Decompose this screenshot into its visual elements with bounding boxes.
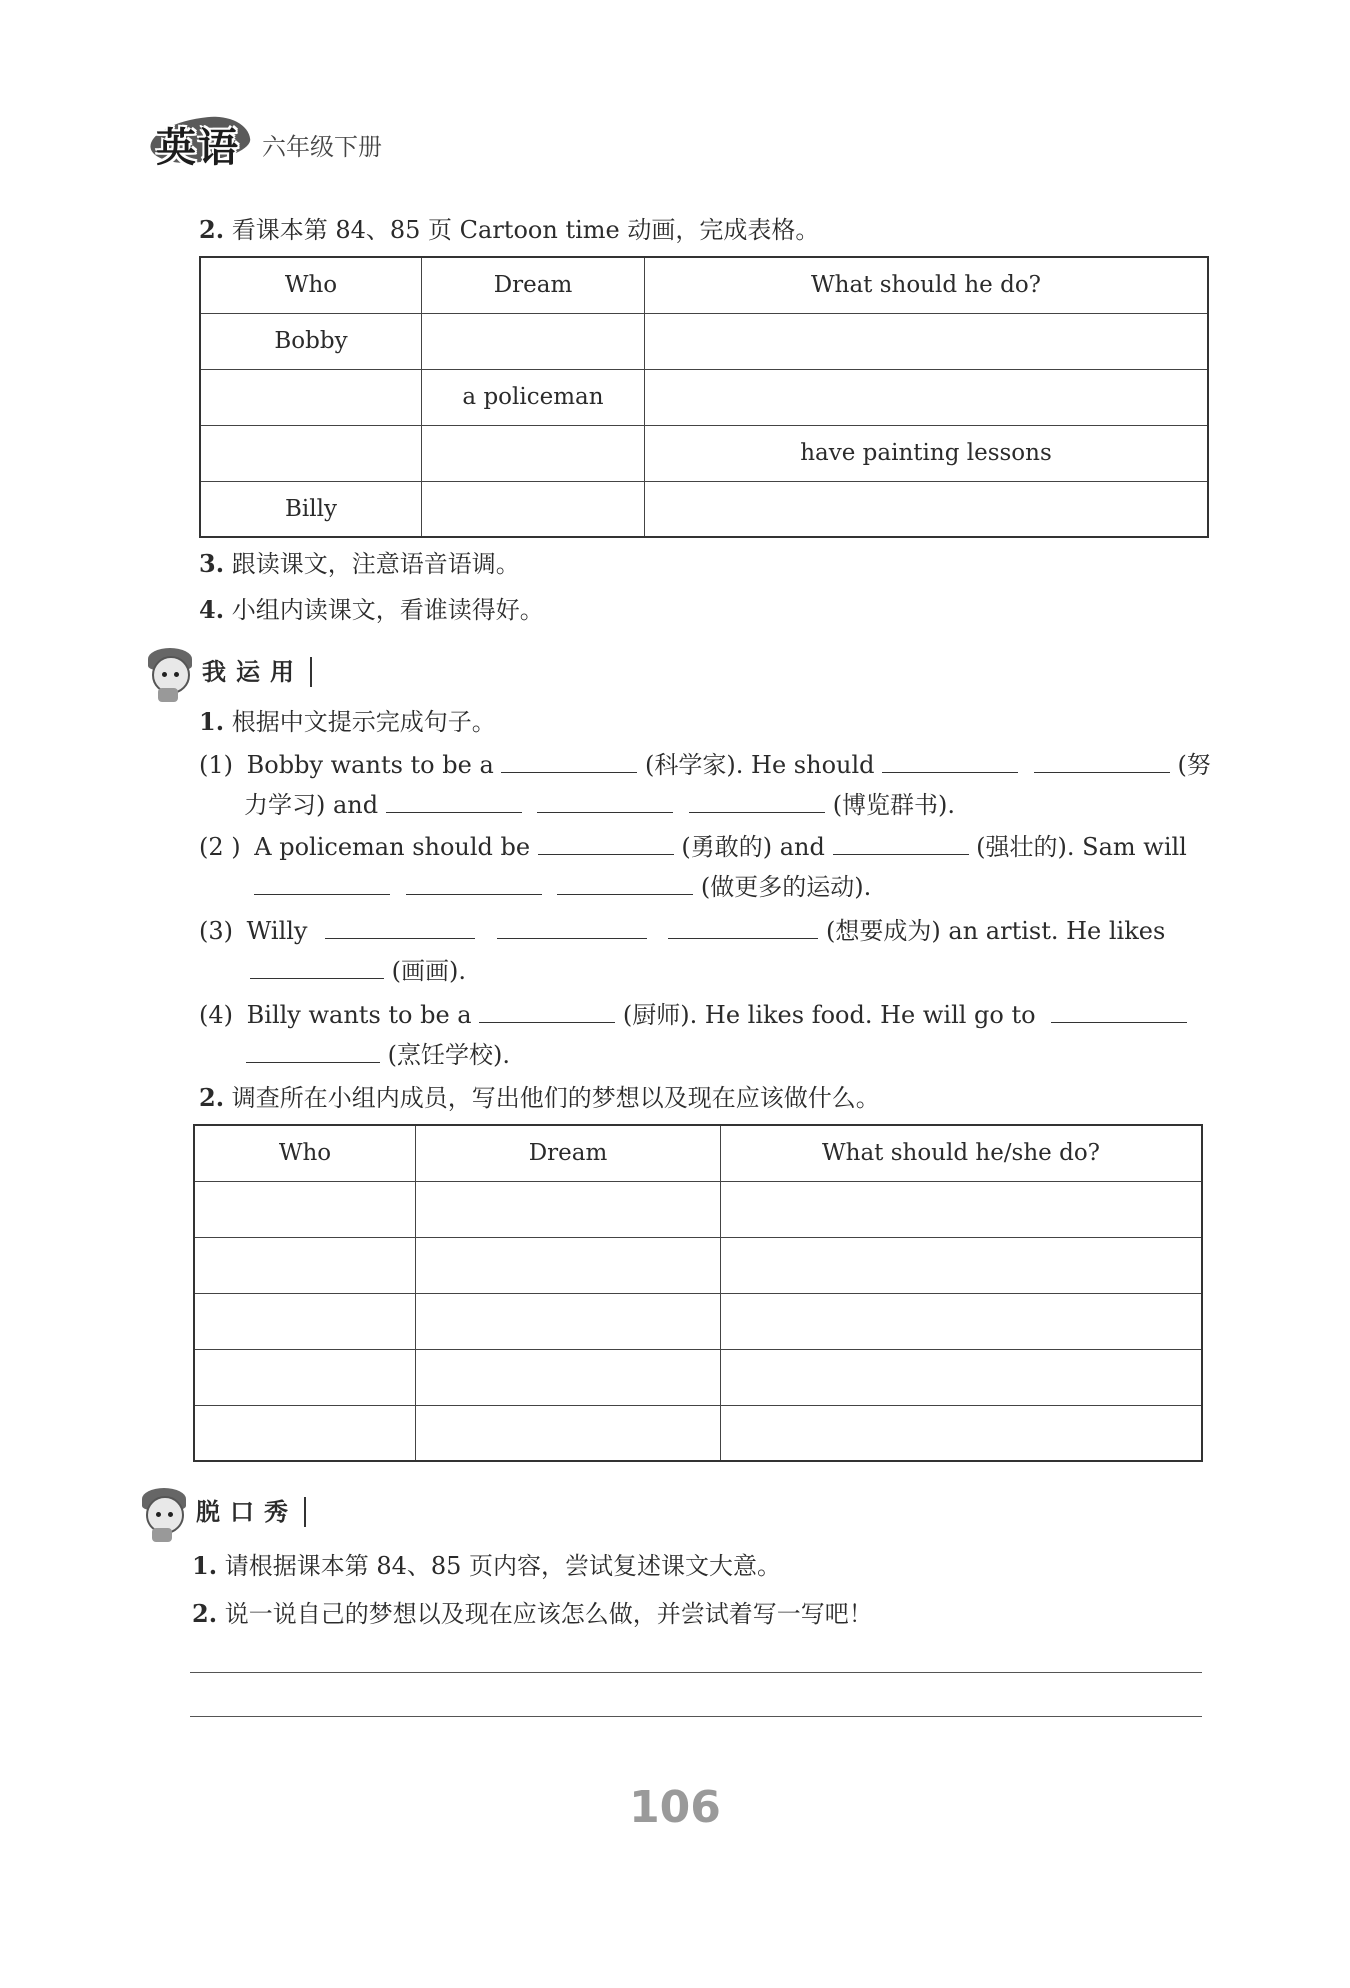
table-cell[interactable] [200,369,422,425]
table-cell[interactable] [721,1237,1203,1293]
table-header-row [200,257,1208,313]
section-header-use [146,642,312,702]
table-cell[interactable] [200,425,422,481]
table-cell[interactable] [194,1349,416,1405]
table-cell[interactable] [416,1237,721,1293]
instruction-item-2 [199,214,819,246]
instruction-text: 调查所在小组内成员，写出他们的梦想以及现在应该做什么。 [231,1084,880,1112]
question-3-line-2 [250,954,466,987]
header-dream: Dream [416,1125,721,1181]
item-number: 1. [199,707,225,736]
question-3-line-1 [199,914,1165,947]
instruction-text: 请根据课本第 84、85 页内容，尝试复述课文大意。 [224,1552,782,1580]
table-cell[interactable]: a policeman [422,369,645,425]
question-text: (烹饪学校). [387,1041,510,1069]
table-cell[interactable] [194,1293,416,1349]
item-number: 1. [192,1551,218,1580]
question-text: (科学家). He should [645,751,875,779]
table-cell[interactable] [416,1405,721,1461]
question-text: (强壮的). Sam will [976,833,1187,861]
answer-blank[interactable] [833,830,969,855]
question-2-line-1 [199,830,1187,863]
question-text: (厨师). He likes food. He will go to [622,1001,1036,1029]
table-cell[interactable] [194,1237,416,1293]
header-who: Who [194,1125,416,1181]
answer-blank[interactable] [537,788,673,813]
section-title: 脱口秀 [192,1497,306,1527]
question-4-line-2 [246,1038,510,1071]
table-row [200,425,1208,481]
answer-blank[interactable] [246,1038,380,1063]
mascot-icon [146,642,198,702]
table-cell[interactable] [416,1349,721,1405]
cartoon-time-table [199,256,1209,538]
question-1-line-1 [199,748,1211,781]
instruction-text: 看课本第 84、85 页 Cartoon time 动画，完成表格。 [231,216,820,244]
answer-blank[interactable] [479,998,615,1023]
question-text: (努 [1177,751,1211,779]
answer-blank[interactable] [689,788,825,813]
answer-blank[interactable] [386,788,522,813]
mascot-icon [140,1482,192,1542]
header-who: Who [200,257,422,313]
answer-blank[interactable] [557,870,693,895]
table-cell[interactable] [194,1181,416,1237]
table-cell[interactable] [422,425,645,481]
table-row [194,1349,1202,1405]
subject-badge [150,112,252,170]
table-cell[interactable] [194,1405,416,1461]
table-header-row [194,1125,1202,1181]
question-text: A policeman should be [254,833,531,861]
table-row [200,313,1208,369]
table-cell[interactable] [416,1293,721,1349]
table-row [194,1405,1202,1461]
survey-table [193,1124,1203,1462]
table-cell[interactable]: Billy [200,481,422,537]
answer-blank[interactable] [1034,748,1170,773]
section-header-show [140,1482,306,1542]
instruction-use-1 [199,706,496,738]
answer-blank[interactable] [325,914,475,939]
table-cell[interactable] [416,1181,721,1237]
question-text: Billy wants to be a [246,1001,472,1029]
writing-line[interactable] [190,1716,1202,1717]
question-text: (博览群书). [832,791,956,819]
instruction-show-1 [192,1550,781,1582]
question-label: (1) [199,751,233,779]
instruction-show-2 [192,1598,873,1630]
table-row [200,481,1208,537]
header-what-should: What should he do? [645,257,1209,313]
answer-blank[interactable] [501,748,637,773]
table-cell[interactable]: Bobby [200,313,422,369]
instruction-item-4 [199,594,544,626]
table-row [194,1181,1202,1237]
table-cell[interactable] [721,1405,1203,1461]
answer-blank[interactable] [250,954,384,979]
answer-blank[interactable] [497,914,647,939]
answer-blank[interactable] [406,870,542,895]
instruction-text: 根据中文提示完成句子。 [231,708,496,736]
question-text: (想要成为) an artist. He likes [826,917,1166,945]
question-1-line-2 [244,788,955,821]
grade-label: 六年级下册 [262,133,382,161]
instruction-text: 说一说自己的梦想以及现在应该怎么做，并尝试着写一写吧！ [224,1600,873,1628]
question-text: Willy [246,917,308,945]
subject-title: 英语 [156,125,240,171]
question-text: (画画). [391,957,466,985]
table-cell[interactable]: have painting lessons [645,425,1209,481]
item-number: 2. [199,215,225,244]
page-header [150,112,382,170]
question-text: 力学习) and [244,791,379,819]
question-label: (3) [199,917,233,945]
item-number: 4. [199,595,225,624]
page-number: 106 [629,1782,721,1833]
section-title: 我运用 [198,657,312,687]
answer-blank[interactable] [882,748,1018,773]
question-text: (做更多的运动). [700,873,872,901]
table-cell[interactable] [645,369,1209,425]
answer-blank[interactable] [668,914,818,939]
question-label: (2 ) [199,833,241,861]
header-what-should: What should he/she do? [721,1125,1203,1181]
question-4-line-1 [199,998,1187,1031]
table-row [194,1293,1202,1349]
writing-line[interactable] [190,1672,1202,1673]
table-cell[interactable] [721,1293,1203,1349]
table-row [194,1237,1202,1293]
instruction-text: 跟读课文，注意语音语调。 [231,550,520,578]
answer-blank[interactable] [1051,998,1187,1023]
table-cell[interactable] [645,481,1209,537]
table-cell[interactable] [721,1349,1203,1405]
table-cell[interactable] [422,481,645,537]
instruction-text: 小组内读课文，看谁读得好。 [231,596,544,624]
instruction-item-3 [199,548,520,580]
question-label: (4) [199,1001,233,1029]
table-cell[interactable] [422,313,645,369]
item-number: 3. [199,549,225,578]
answer-blank[interactable] [538,830,674,855]
table-row [200,369,1208,425]
item-number: 2. [192,1599,218,1628]
question-2-line-2 [254,870,871,903]
header-dream: Dream [422,257,645,313]
table-cell[interactable] [645,313,1209,369]
question-text: (勇敢的) and [681,833,825,861]
instruction-use-2 [199,1082,880,1114]
answer-blank[interactable] [254,870,390,895]
question-text: Bobby wants to be a [246,751,494,779]
item-number: 2. [199,1083,225,1112]
table-cell[interactable] [721,1181,1203,1237]
